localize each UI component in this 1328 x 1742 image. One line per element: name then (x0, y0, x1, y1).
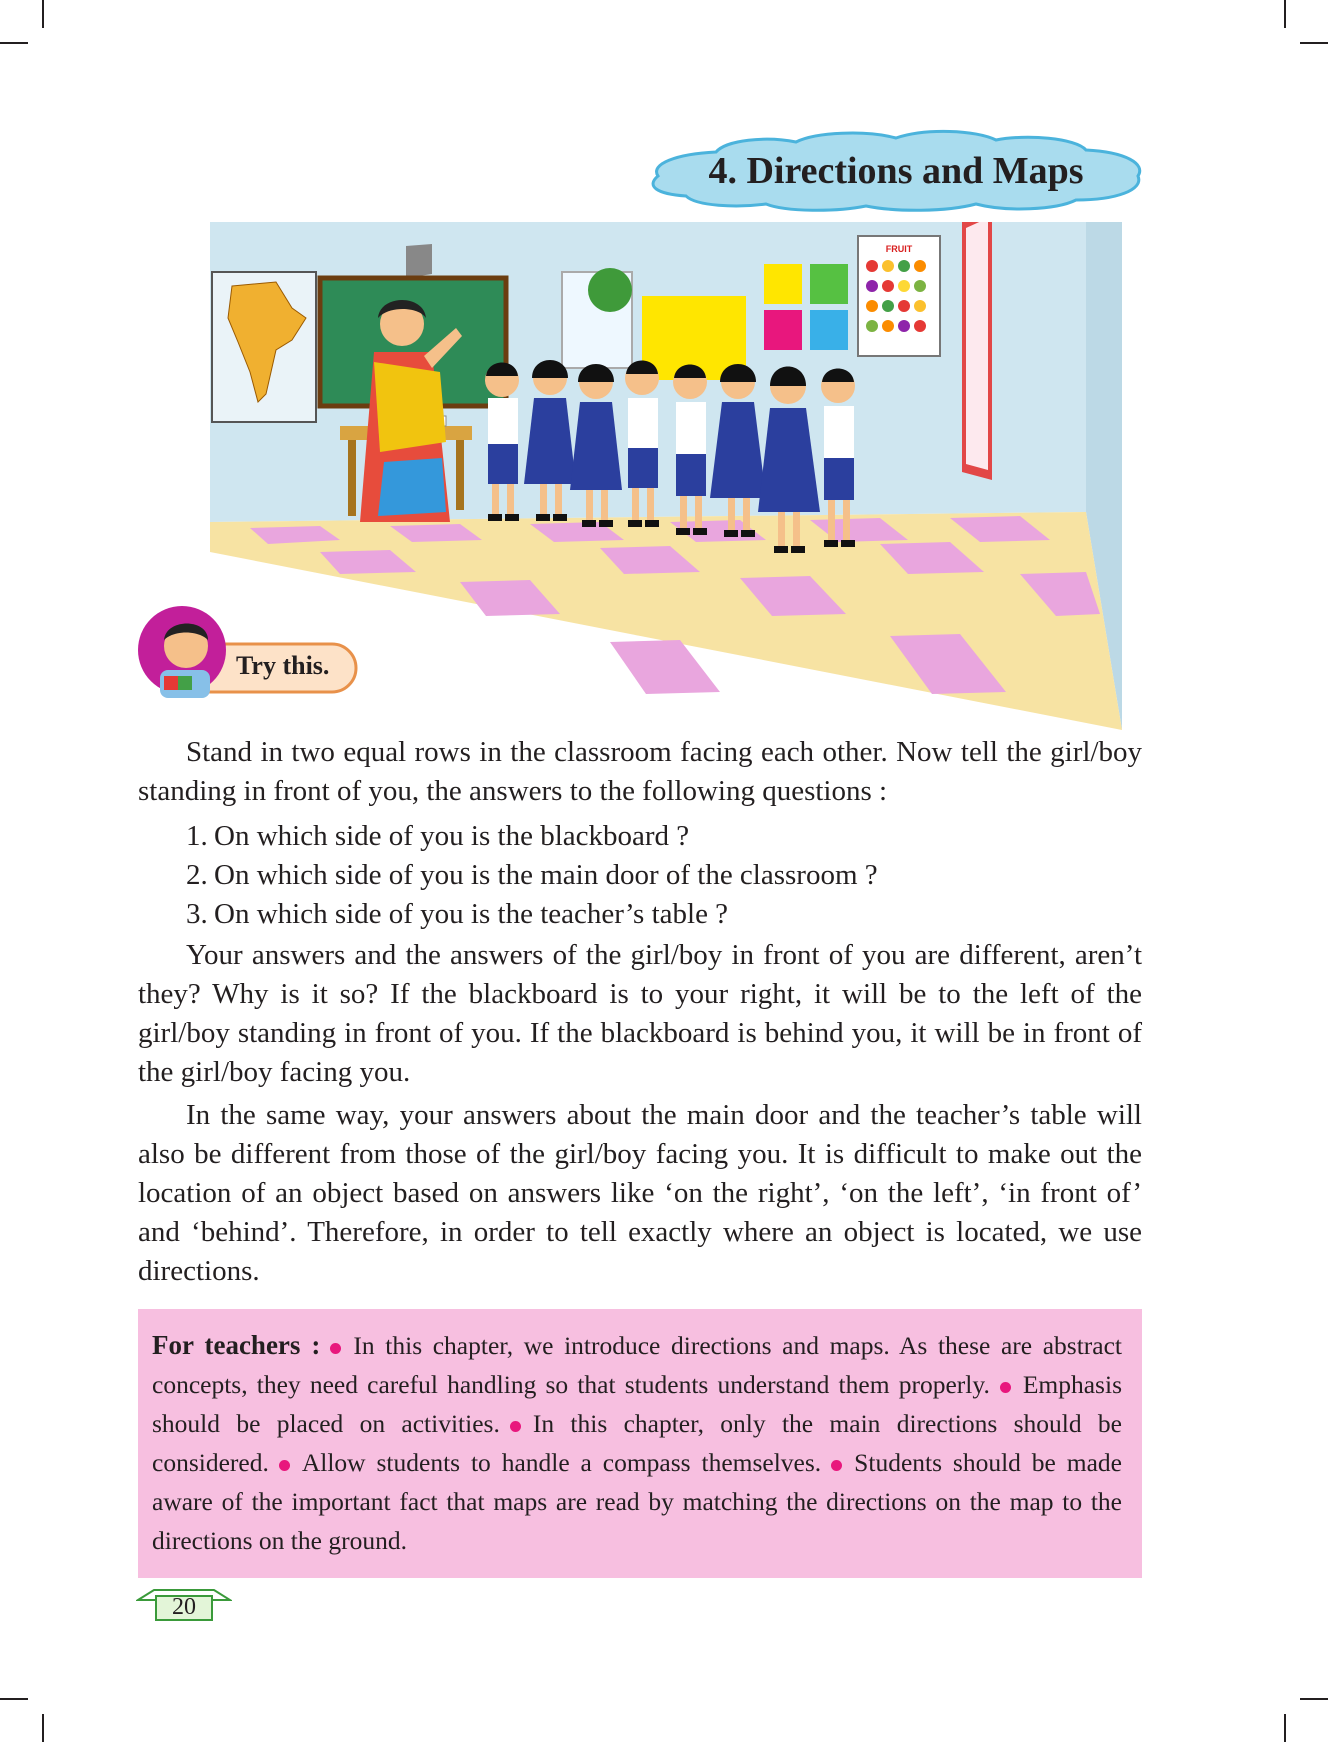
wall-calendar (406, 244, 432, 278)
notice-board-small (764, 264, 802, 304)
crop-mark (42, 1714, 44, 1742)
explanation-paragraph: Your answers and the answers of the girl/boy in front of you are different, aren’t they? Why is it so? If the blackboard is to your right, it will be to the left of the girl/boy standing in front of you. If the blackboard is behind you, it will be in front of the girl/boy facing you. (138, 939, 1142, 1088)
crop-mark (0, 1698, 28, 1700)
fruit-chart (858, 236, 940, 356)
notice-board-small (810, 264, 848, 304)
teachers-note: For teachers : In this chapter, we introduce directions and maps. As these are abstract concepts, they need careful handling so that students understand them properly. Emphasis should be placed on activities. In this chapter, only the main directions should be considered. Allow students to handle a compass themselves. Students should be made aware of the important fact that maps are read by matching the directions on the map to the directions on the ground. (152, 1330, 1123, 1555)
list-item: 2. On which side of you is the main door of the classroom ? (186, 859, 878, 891)
notice-board-small (764, 310, 802, 350)
notice-board-small (810, 310, 848, 350)
page-number: 20 (172, 1594, 196, 1620)
bullet-icon (831, 1460, 842, 1471)
crop-mark (1284, 1714, 1286, 1742)
crop-mark (42, 0, 44, 28)
intro-paragraph: Stand in two equal rows in the classroom facing each other. Now tell the girl/boy standing in front of you, the answers to the following questions : (138, 736, 1142, 807)
crop-mark (1284, 0, 1286, 28)
try-this-label: Try this. (236, 651, 330, 680)
teachers-note-lead: For teachers : (152, 1330, 321, 1360)
question-list (186, 817, 878, 934)
bullet-icon (279, 1460, 290, 1471)
bullet-icon (510, 1421, 521, 1432)
fruit-chart-label: FRUIT (885, 244, 913, 254)
list-item: 1. On which side of you is the blackboard ? (186, 820, 690, 852)
crop-mark (1300, 1698, 1328, 1700)
directions-paragraph: In the same way, your answers about the main door and the teacher’s table will also be different from those of the girl/boy facing you. It is difficult to make out the location of an object based on answers like ‘on the right’, ‘on the left’, ‘in front of’ and ‘behind’. Therefore, in order to tell exactly where an object is located, we use directions. (138, 1099, 1142, 1287)
crop-mark (1300, 42, 1328, 44)
list-item: 3. On which side of you is the teacher’s table ? (186, 898, 729, 930)
bullet-icon (330, 1343, 341, 1354)
crop-mark (0, 42, 28, 44)
bullet-icon (1000, 1382, 1011, 1393)
chapter-title: 4. Directions and Maps (708, 150, 1084, 192)
